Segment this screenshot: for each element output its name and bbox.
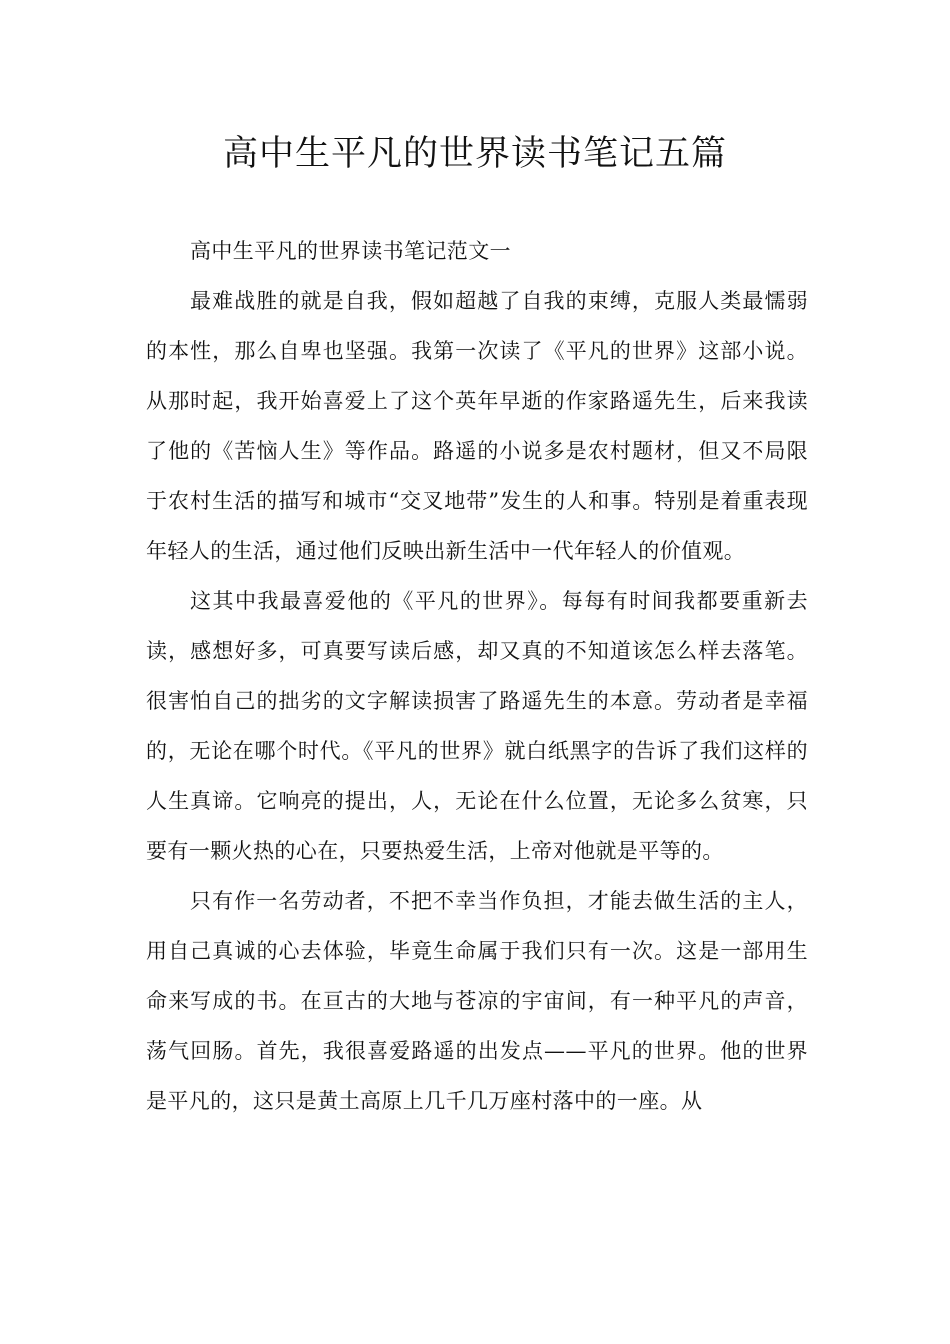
paragraph-2: 这其中我最喜爱他的《平凡的世界》。每每有时间我都要重新去读，感想好多，可真要写读后感，却又真的不知道该怎么样去落笔。很害怕自己的拙劣的文字解读损害了路遥先生的本意。劳动者是幸福的，无论在哪个时代。《平凡的世界》就白纸黑字的告诉了我们这样的人生真谛。它响亮的提出，人，无论在什么位置，无论多么贫寒，只要有一颗火热的心在，只要热爱生活，上帝对他就是平等的。: [146, 589, 808, 863]
section-heading: 高中生平凡的世界读书笔记范文一: [190, 239, 511, 263]
paragraph-3: 只有作一名劳动者，不把不幸当作负担，才能去做生活的主人，用自己真诚的心去体验，毕竟生命属于我们只有一次。这是一部用生命来写成的书。在亘古的大地与苍凉的宇宙间，有一种平凡的声音，荡气回肠。首先，我很喜爱路遥的出发点——平凡的世界。他的世界是平凡的，这只是黄土高原上几千几万座村落中的一座。从: [146, 889, 808, 1113]
document-title: 高中生平凡的世界读书笔记五篇: [222, 134, 727, 174]
document-body: [146, 226, 808, 1126]
paragraph-1: 最难战胜的就是自我，假如超越了自我的束缚，克服人类最懦弱的本性，那么自卑也坚强。我第一次读了《平凡的世界》这部小说。从那时起，我开始喜爱上了这个英年早逝的作家路遥先生，后来我读了他的《苦恼人生》等作品。路遥的小说多是农村题材，但又不局限于农村生活的描写和城市“交叉地带”发生的人和事。特别是着重表现年轻人的生活，通过他们反映出新生活中一代年轻人的价值观。: [146, 289, 808, 563]
